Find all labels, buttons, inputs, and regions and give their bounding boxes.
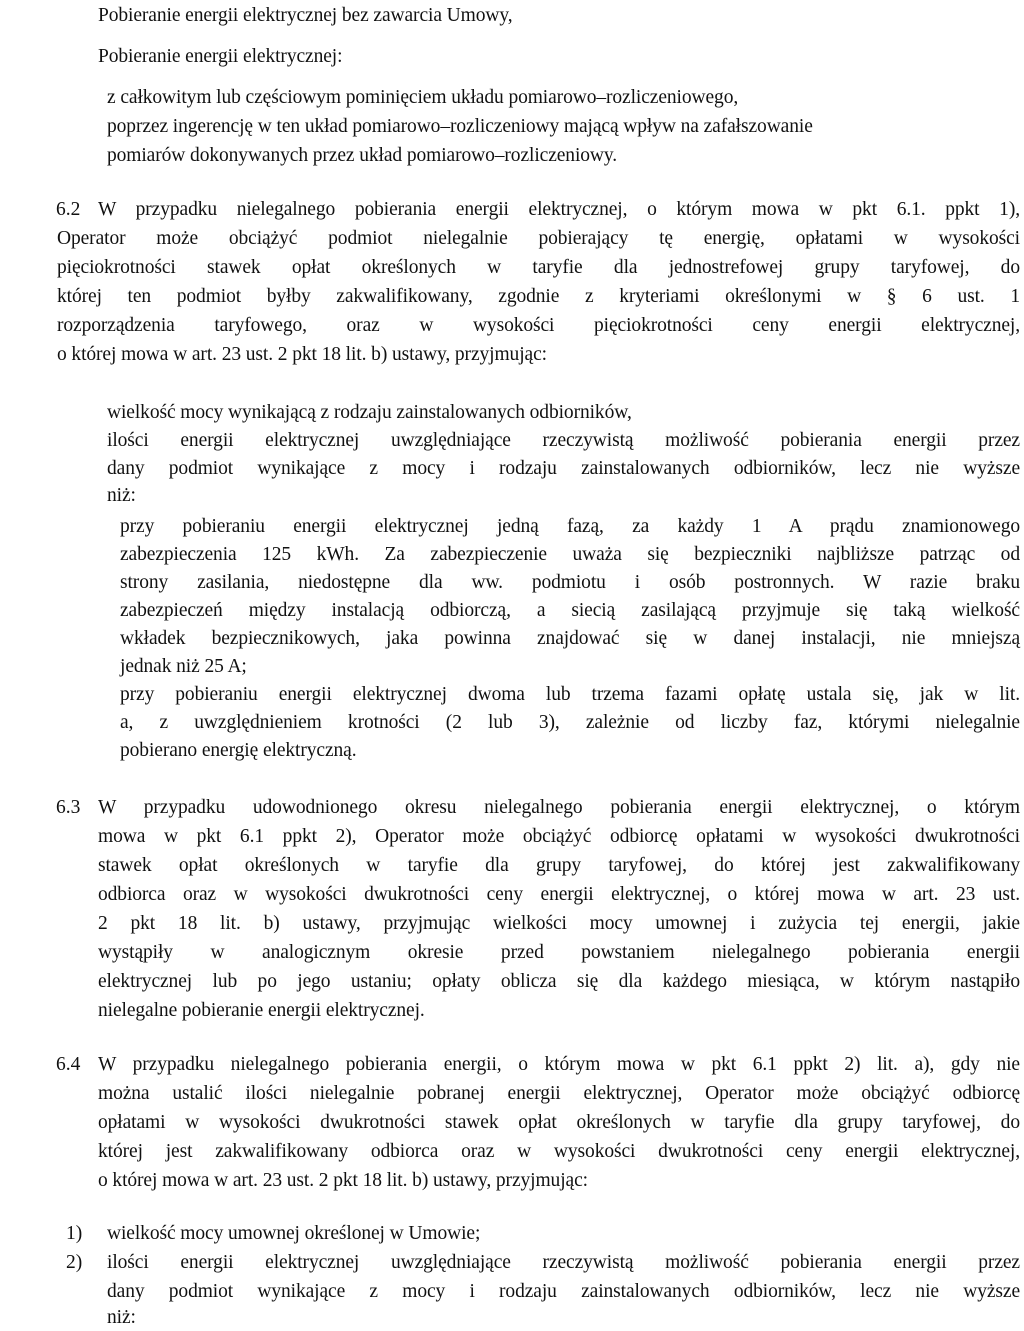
text-line: Pobieranie energii elektrycznej: [98, 46, 343, 67]
text-line: elektrycznej lub po jego ustaniu; opłaty oblicza się dla każdego miesiąca, w którym nastąpiło [98, 971, 1020, 992]
text-line: nielegalne pobieranie energii elektrycznej. [98, 1000, 425, 1021]
text-line: dany podmiot wynikające z mocy i rodzaju zainstalowanych odbiorników, lecz nie wyższe [107, 1281, 1020, 1302]
text-line: Operator może obciążyć podmiot nielegalnie pobierający tę energię, opłatami w wysokości [57, 228, 1020, 249]
text-line: W przypadku udowodnionego okresu nielegalnego pobierania energii elektrycznej, o którym [98, 797, 1020, 818]
sub-list-item: przy pobieraniu energii elektrycznej jedną fazą, za każdy 1 A prądu znamionowego [120, 516, 1020, 537]
text-line: stawek opłat określonych w taryfie dla grupy taryfowej, do której jest zakwalifikowany [98, 855, 1020, 876]
text-line: dany podmiot wynikające z mocy i rodzaju zainstalowanych odbiorników, lecz nie wyższe [107, 458, 1020, 479]
text-line: poprzez ingerencję w ten układ pomiarowo–rozliczeniowy mającą wpływ na zafałszowanie [107, 116, 813, 137]
text-line: można ustalić ilości nielegalnie pobranej energii elektrycznej, Operator może obciążyć odbiorcę [98, 1083, 1020, 1104]
text-line: W przypadku nielegalnego pobierania energii elektrycznej, o którym mowa w pkt 6.1. ppkt 1), [98, 199, 1020, 220]
text-line: odbiorca oraz w wysokości dwukrotności ceny energii elektrycznej, o której mowa w art. 23 ust. [98, 884, 1020, 905]
text-line: 2 pkt 18 lit. b) ustawy, przyjmując wielkości mocy umownej i zużycia tej energii, jakie [98, 913, 1020, 934]
list-number: 2) [66, 1252, 83, 1273]
text-line: pomiarów dokonywanych przez układ pomiarowo–rozliczeniowy. [107, 145, 618, 166]
text-line: opłatami w wysokości dwukrotności stawek opłat określonych w taryfie dla grupy taryfowej, do [98, 1112, 1020, 1133]
text-line: jednak niż 25 A; [120, 656, 247, 677]
text-line: niż: [107, 485, 136, 506]
section-number: 6.3 [56, 797, 81, 818]
text-line: W przypadku nielegalnego pobierania energii, o którym mowa w pkt 6.1 ppkt 2) lit. a), gdy nie [98, 1054, 1020, 1075]
text-line: rozporządzenia taryfowego, oraz w wysokości pięciokrotności ceny energii elektrycznej, [57, 315, 1020, 336]
text-line: pięciokrotności stawek opłat określonych w taryfie dla jednostrefowej grupy taryfowej, do [57, 257, 1020, 278]
list-item: ilości energii elektrycznej uwzględniające rzeczywistą możliwość pobierania energii przez [107, 1252, 1020, 1273]
sub-list-item: przy pobieraniu energii elektrycznej dwoma lub trzema fazami opłatę ustala się, jak w lit. [120, 684, 1020, 705]
text-line: Pobieranie energii elektrycznej bez zawarcia Umowy, [98, 5, 513, 26]
text-line: zabezpieczeń między instalacją odbiorczą, a siecią zasilającą przyjmuje się taką wielkość [120, 600, 1020, 621]
text-line: pobierano energię elektryczną. [120, 740, 357, 761]
text-line: o której mowa w art. 23 ust. 2 pkt 18 lit. b) ustawy, przyjmując: [57, 344, 547, 365]
text-line: której jest zakwalifikowany odbiorca oraz w wysokości dwukrotności ceny energii elektrycznej, [98, 1141, 1020, 1162]
list-number: 1) [66, 1223, 83, 1244]
text-line: o której mowa w art. 23 ust. 2 pkt 18 lit. b) ustawy, przyjmując: [98, 1170, 588, 1191]
list-item: wielkość mocy umownej określonej w Umowie; [107, 1223, 481, 1244]
text-line: mowa w pkt 6.1 ppkt 2), Operator może obciążyć odbiorcę opłatami w wysokości dwukrotności [98, 826, 1020, 847]
text-line: wystąpiły w analogicznym okresie przed powstaniem nielegalnego pobierania energii [98, 942, 1020, 963]
text-line: zabezpieczenia 125 kWh. Za zabezpieczenie uważa się bezpieczniki najbliższe patrząc od [120, 544, 1020, 565]
text-line: której ten podmiot byłby zakwalifikowany, zgodnie z kryteriami określonymi w § 6 ust. 1 [57, 286, 1020, 307]
text-line: a, z uwzględnieniem krotności (2 lub 3), zależnie od liczby faz, którymi nielegalnie [120, 712, 1020, 733]
text-line: niż: [107, 1307, 136, 1328]
list-item: wielkość mocy wynikającą z rodzaju zainstalowanych odbiorników, [107, 402, 632, 423]
text-line: z całkowitym lub częściowym pominięciem układu pomiarowo–rozliczeniowego, [107, 87, 739, 108]
section-number: 6.2 [56, 199, 81, 220]
section-number: 6.4 [56, 1054, 81, 1075]
list-item: ilości energii elektrycznej uwzględniające rzeczywistą możliwość pobierania energii przez [107, 430, 1020, 451]
text-line: strony zasilania, niedostępne dla ww. podmiotu i osób postronnych. W razie braku [120, 572, 1020, 593]
text-line: wkładek bezpiecznikowych, jaka powinna znajdować się w danej instalacji, nie mniejszą [120, 628, 1020, 649]
